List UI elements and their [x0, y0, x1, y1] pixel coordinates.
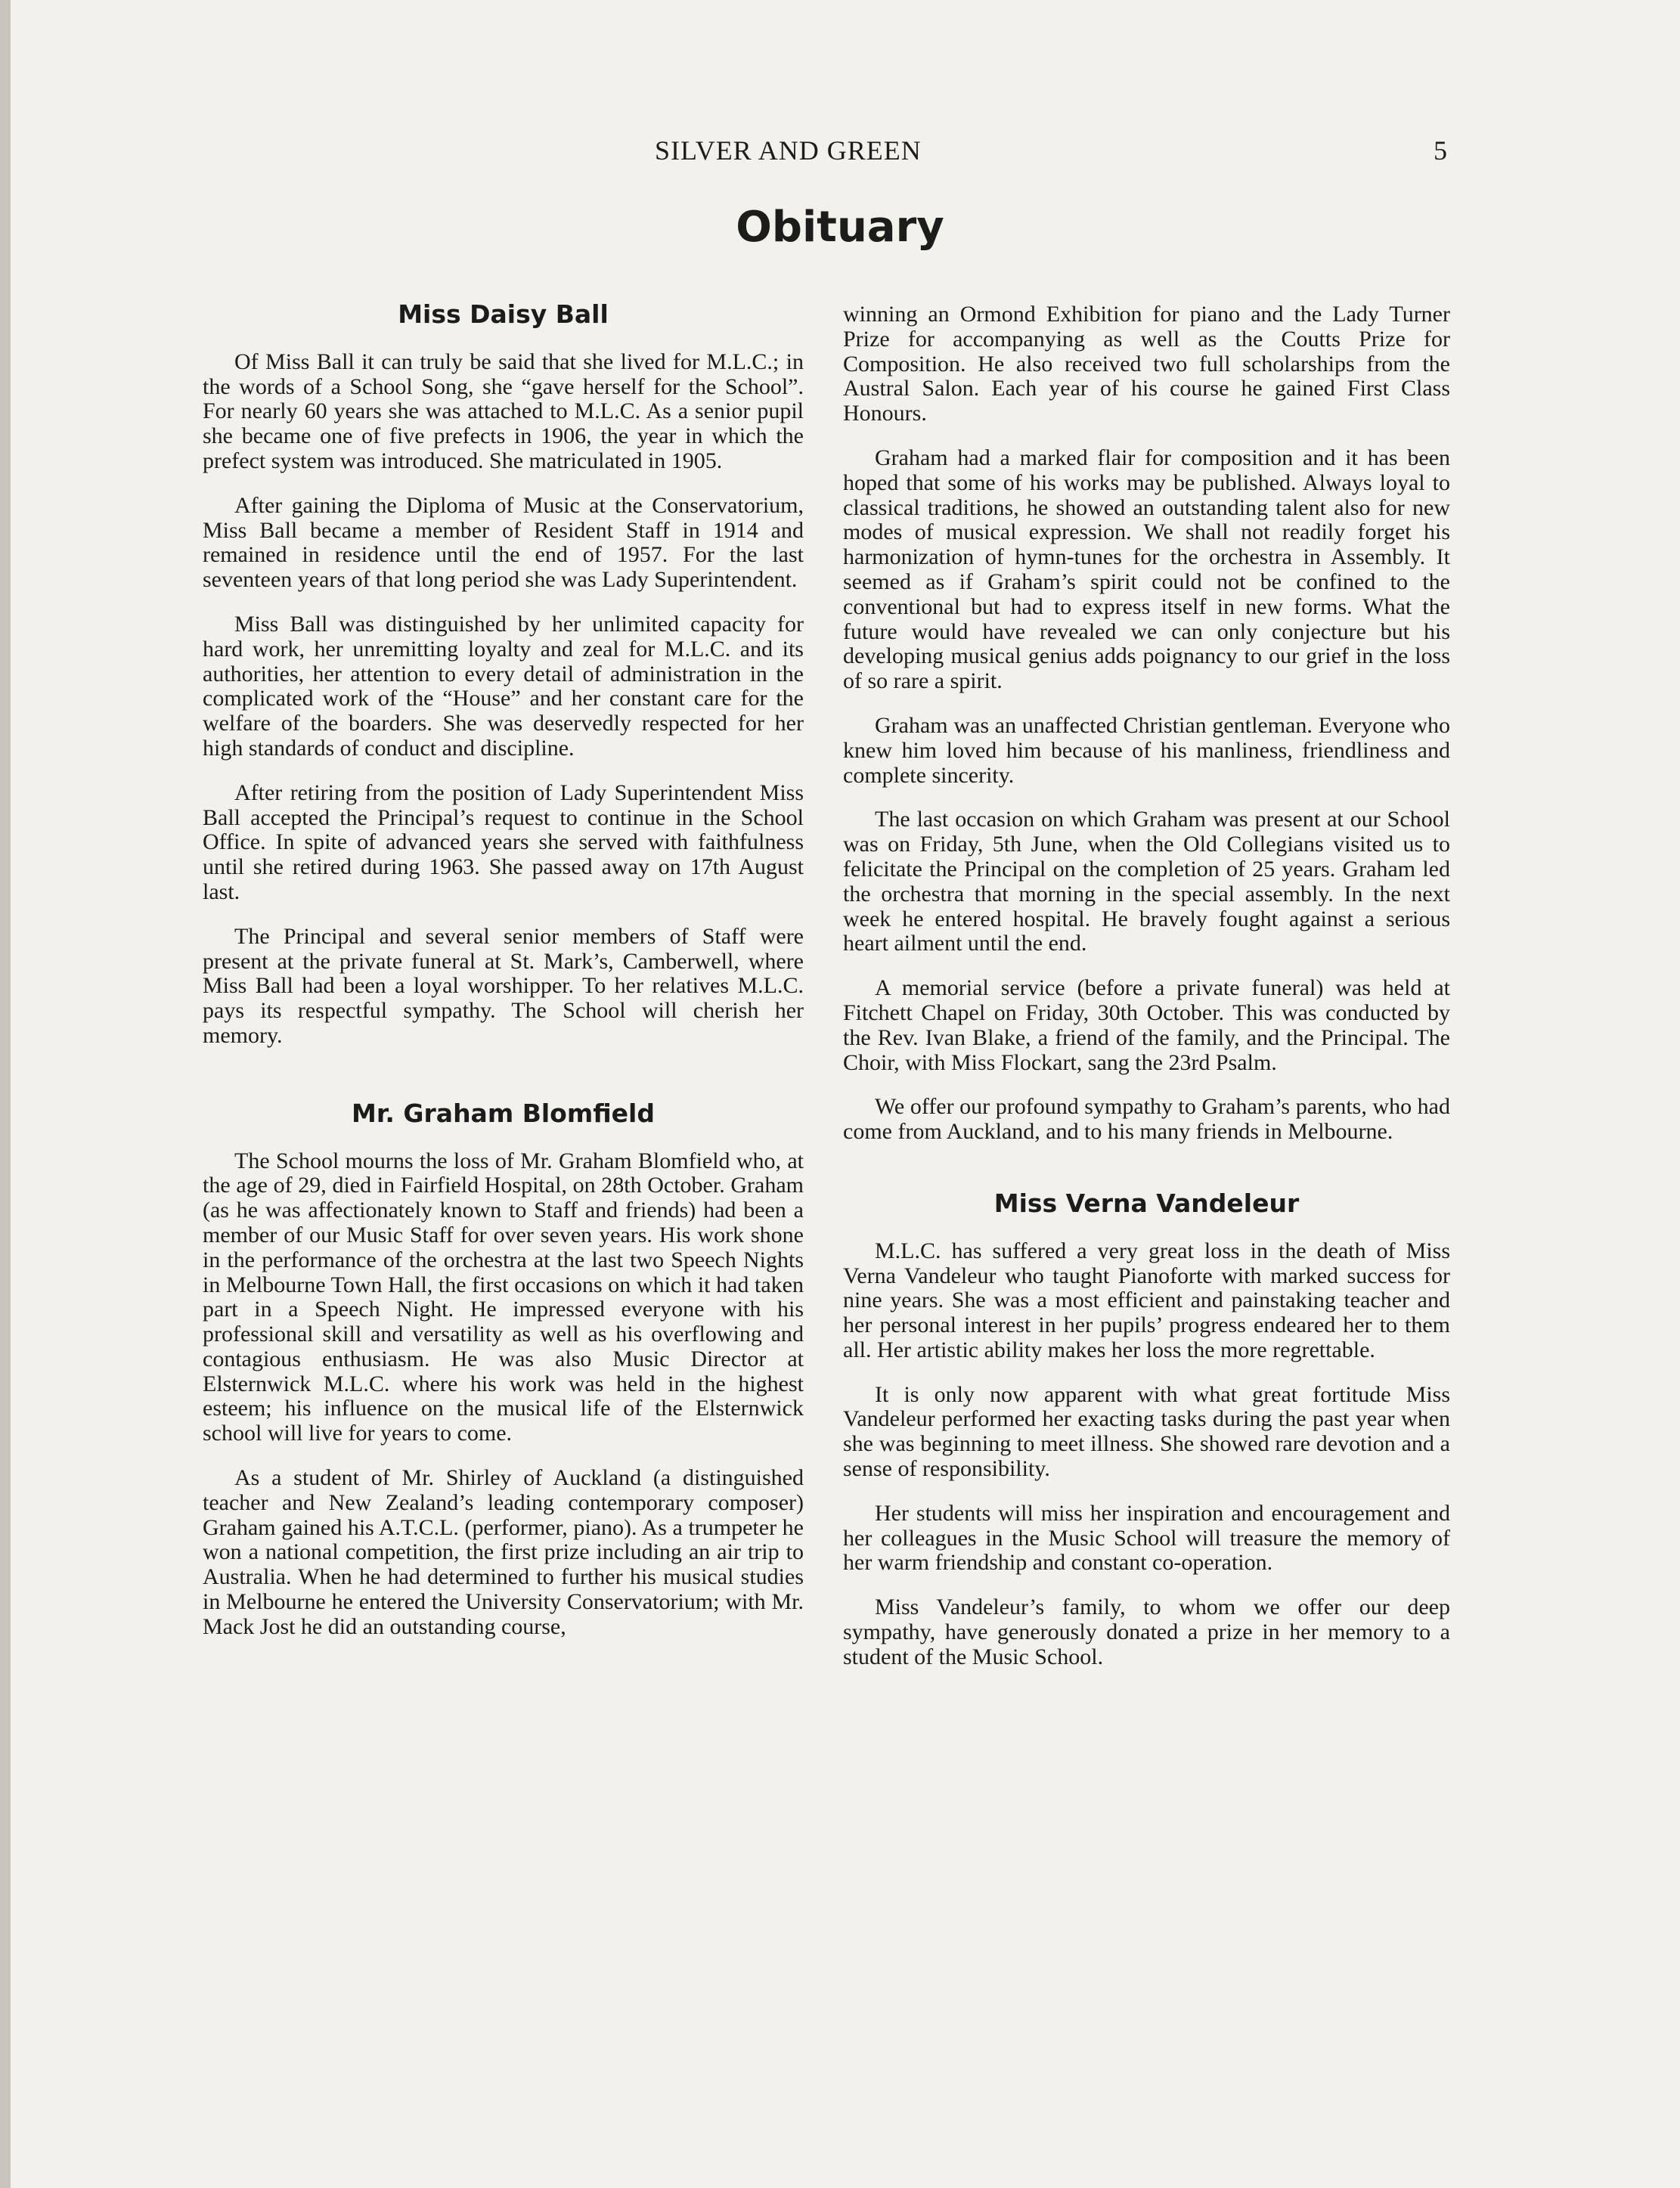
right-column [843, 302, 1450, 1690]
verna-vandeleur-paragraph: Her students will miss her inspiration and encouragement and her colleagues in the Music School will treasure the memory of her warm friendship and constant co-operation. [843, 1500, 1450, 1576]
graham-blomfield-paragraph: The last occasion on which Graham was present at our School was on Friday, 5th June, when the Old Collegians visited us to felicitate the Principal on the completion of 25 years. Graham led the orchestra that morning in the special assembly. In the next week he entered hospital. He bravely fought against a serious heart ailment until the end. [843, 807, 1450, 956]
page-title: Obituary [736, 203, 944, 252]
daisy-ball-paragraph: After retiring from the position of Lady Superintendent Miss Ball accepted the Principal’s request to continue in the School Office. In spite of advanced years she served with faithfulness until she retired during 1963. She passed away on 17th August last. [203, 779, 804, 904]
running-title: SILVER AND GREEN [655, 135, 922, 166]
graham-blomfield-paragraph: A memorial service (before a private funeral) was held at Fitchett Chapel on Friday, 30th October. This was conducted by the Rev. Ivan Blake, a friend of the family, and the Principal. The Choir, with Miss Flockart, sang the 23rd Psalm. [843, 975, 1450, 1075]
daisy-ball-paragraph: Of Miss Ball it can truly be said that she lived for M.L.C.; in the words of a School Song, she “gave herself for the School”. For nearly 60 years she was attached to M.L.C. As a senior pupil she became one of five prefects in 1906, the year in which the prefect system was introduced. She matriculated in 1905. [203, 349, 804, 473]
page-number: 5 [1434, 135, 1447, 166]
page-binding-edge [0, 0, 11, 2188]
left-column [203, 299, 804, 1660]
page-header [0, 135, 1680, 180]
daisy-ball-paragraph: After gaining the Diploma of Music at the Conservatorium, Miss Ball became a member of Resident Staff in 1914 and remained in residence until the end of 1957. For the last seventeen years of that long period she was Lady Superintendent. [203, 492, 804, 593]
verna-vandeleur-paragraph: It is only now apparent with what great fortitude Miss Vandeleur performed her exacting tasks during the past year when she was beginning to meet illness. She showed rare devotion and a sense of responsibility. [843, 1381, 1450, 1482]
graham-blomfield-paragraph: winning an Ormond Exhibition for piano and the Lady Turner Prize for accompanying as well as the Coutts Prize for Composition. He also received two full scholarships from the Austral Salon. Each year of his course he gained First Class Honours. [843, 302, 1450, 426]
heading-verna-vandeleur: Miss Verna Vandeleur [993, 1188, 1300, 1218]
graham-blomfield-paragraph: The School mourns the loss of Mr. Graham Blomfield who, at the age of 29, died in Fairfield Hospital, on 28th October. Graham (as he was affectionately known to Staff and friends) had been a member of our Music Staff for over seven years. His work shone in the performance of the orchestra at the last two Speech Nights in Melbourne Town Hall, the first occasions on which it had taken part in a Speech Night. He impressed everyone with his professional skill and versatility as well as his overflowing and contagious enthusiasm. He was also Music Director at Elsternwick M.L.C. where his work was held in the highest esteem; his influence on the musical life of the Elsternwick school will live for years to come. [203, 1148, 804, 1446]
heading-graham-blomfield: Mr. Graham Blomfield [352, 1098, 655, 1128]
verna-vandeleur-paragraph: M.L.C. has suffered a very great loss in the death of Miss Verna Vandeleur who taught Pianoforte with marked success for nine years. She was a most efficient and painstaking teacher and her personal interest in her pupils’ progress endeared her to them all. Her artistic ability makes her loss the more regrettable. [843, 1238, 1450, 1362]
daisy-ball-paragraph: Miss Ball was distinguished by her unlimited capacity for hard work, her unremitting loyalty and zeal for M.L.C. and its authorities, her attention to every detail of administration in the complicated work of the “House” and her constant care for the welfare of the boarders. She was deservedly respected for her high standards of conduct and discipline. [203, 611, 804, 761]
heading-daisy-ball: Miss Daisy Ball [398, 299, 609, 329]
verna-vandeleur-paragraph: Miss Vandeleur’s family, to whom we offer our deep sympathy, have generously donated a prize in her memory to a student of the Music School. [843, 1595, 1450, 1669]
graham-blomfield-paragraph: Graham had a marked flair for composition and it has been hoped that some of his works may be published. Always loyal to classical traditions, he showed an outstanding talent also for new modes of musical expression. We shall not readily forget his harmonization of hymn-tunes for the orchestra in Assembly. It seemed as if Graham’s spirit could not be confined to the conventional but had to express itself in new forms. What the future would have revealed we can only conjecture but his developing musical genius adds poignancy to our grief in the loss of so rare a spirit. [843, 445, 1450, 694]
graham-blomfield-paragraph: We offer our profound sympathy to Graham’s parents, who had come from Auckland, and to his many friends in Melbourne. [843, 1094, 1450, 1145]
graham-blomfield-paragraph: Graham was an unaffected Christian gentleman. Everyone who knew him loved him because of his manliness, friendliness and complete sincerity. [843, 712, 1450, 788]
graham-blomfield-paragraph: As a student of Mr. Shirley of Auckland (a distinguished teacher and New Zealand’s leading contemporary composer) Graham gained his A.T.C.L. (performer, piano). As a trumpeter he won a national competition, the first prize including an air trip to Australia. When he had determined to further his musical studies in Melbourne he entered the University Conservatorium; with Mr. Mack Jost he did an outstanding course, [203, 1465, 804, 1639]
daisy-ball-paragraph: The Principal and several senior members of Staff were present at the private funeral at St. Mark’s, Camberwell, where Miss Ball had been a loyal worshipper. To her relatives M.L.C. pays its respectful sympathy. The School will cherish her memory. [203, 923, 804, 1048]
